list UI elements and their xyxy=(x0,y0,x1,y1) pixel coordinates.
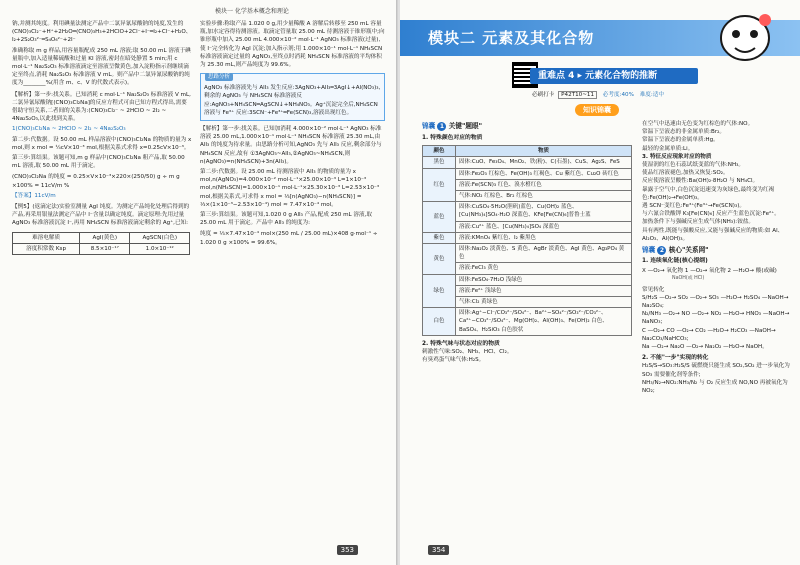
running-header: 模块一 化学基本概念和理论 xyxy=(215,8,289,15)
property-line: 在空气中迅速由无色变为红棕色的气体:NO。 xyxy=(642,121,754,127)
property-line: 常温下呈液态的非金属单质:Br₂。 xyxy=(642,129,725,136)
right-page xyxy=(400,0,800,565)
page-number: 354 xyxy=(428,545,449,555)
text-line: H₂S/S→SO₃:H₂S/S 硫燃烧只能生成 SO₂,SO₂ 进一步氧化为 SO₃ 需要催化剂等条件; xyxy=(642,363,790,378)
meta-line xyxy=(532,90,664,98)
substance-cell: 溶液:Cu²⁺ 蓝色、[Cu(NH₃)₄]SO₄ 深蓝色 xyxy=(456,221,632,232)
answer-line: 【答案】11cV/m xyxy=(12,192,56,199)
property-line: 使湿润的红色石蕊试纸变蓝的气体:NH₃。 xyxy=(642,162,745,169)
module-title: 模块二 元素及其化合物 xyxy=(400,20,800,56)
paragraph: 【解析】第一步:找关系。已知消耗 c mol·L⁻¹ Na₂S₂O₃ 标准溶液 V mL,二氯异氰尿酸钠[(CNO)₃Cl₂Na]的反应方程式可由已知方程式得出,需要借助守恒关系,二者间的关系为:(CNO)₃Cl₂⁻ ~ 2HClO ~ 2I₂ ~ 4Na₂S₂O₃,以此找到关系。 xyxy=(12,91,191,123)
property-line: 遇 SCN⁻变红色:Fe³⁺(Fe³⁺→Fe(SCN)₃)。 xyxy=(642,203,745,210)
section-title xyxy=(422,122,637,131)
substance-cell: 固体:CuO、Fe₃O₄、MnO₂、铁(粉)、C(石墨)、CuS、Ag₂S、FeS xyxy=(456,157,632,168)
color-cell: 白色 xyxy=(423,308,456,336)
table-cell: 溶度积常数 Ksp xyxy=(13,243,80,254)
formula-line: (CNO)₃Cl₂Na 的纯度 = 0.25×V×10⁻³×220×(250/50) g ÷ m g ×100% = 11cV/m % xyxy=(12,174,180,189)
formula-line: 纯度 = ⅓×7.47×10⁻⁴ mol×(250 mL / 25.00 mL)×408 g·mol⁻¹ ÷ 1.020 0 g ×100% = 99.6%。 xyxy=(200,231,378,246)
subsection-title: 2. 不能"一步"实现的转化 xyxy=(642,355,709,362)
chain-line: N₂/NH₃ —O₂→ NO —O₂→ NO₂ —H₂O→ HNO₃ —NaOH→ NaNO₃; xyxy=(642,311,790,326)
substance-cell: 溶液:Fe(SCN)₃ 红色、溴水橙红色 xyxy=(456,179,632,190)
knowledge-label: 知识锦囊 xyxy=(575,104,619,116)
table-header-cell: 物质 xyxy=(456,146,632,157)
chain-line: Na —O₂→ Na₂O —O₂→ Na₂O₂ —H₂O→ NaOH。 xyxy=(642,344,768,351)
table-row xyxy=(423,232,632,243)
property-line: 加热条件下与强碱反应生成气体(NH₃):铵盐。 xyxy=(642,219,754,226)
paragraph: 实验步骤:称取产品 1.020 0 g,用少量稀酸 A 溶解后转移至 250 mL 容量瓶,加水定容得待测溶液。取滴定管量取 25.00 mL 待测溶液于锥形瓶中;向锥形瓶中加入 25.00 mL 4.000×10⁻² mol·L⁻¹ AgNO₃ 标准溶液(过量),使 I⁻完全转化为 AgI 沉淀;加入指示剂;用 1.000×10⁻¹ mol·L⁻¹ NH₄SCN 标准溶液滴定过量的 AgNO₃,至终点时消耗 NH₄SCN 标准溶液的平均体积为 25.30 mL,则产品纯度为 99.6%。 xyxy=(200,21,385,69)
table-header-cell: AgI(黄色) xyxy=(80,232,130,243)
substance-cell: 溶液:KMnO₄ 紫红色、I₂ 紫黑色 xyxy=(456,232,632,243)
paragraph: 第三步:算结果。该题可知,m g 样品中(CNO)₃Cl₂Na 粗产品,取 50.00 mL 溶液,取 50.00 mL 用于滴定。 xyxy=(12,155,185,170)
subsection-title: 1. 特殊颜色对应的物质 xyxy=(422,135,483,141)
ksp-table xyxy=(12,232,190,255)
color-cell: 紫色 xyxy=(423,232,456,243)
paragraph: 【解析】第一步:找关系。已知加消耗 4.000×10⁻² mol·L⁻¹ AgNO₃ 标准溶液 25.00 mL,1.000×10⁻¹ mol·L⁻¹ NH₄SCN 标准溶液 25.30 mL,由 AlI₃ 的纯度为待求量。由思路分析可知,AgNO₃ 先与 AlI₃ 反应,剩余部分与 NH₄SCN 反应,故有 ①3AgNO₃~AlI₃,②AgNO₃~NH₄SCN,则 n(AgNO₃)=n(NH₄SCN)+3n(AlI₃)。 xyxy=(200,126,382,165)
section-title-text: 关键"题眼" xyxy=(448,122,483,130)
substance-cell: 固体:Fe₂O₃ 红棕色、Fe(OH)₃ 红褐色、Cu 紫红色、Cu₂O 砖红色 xyxy=(456,168,632,179)
table-cell: 8.5×10⁻¹⁷ xyxy=(80,243,130,254)
chain-main: X —O₂→ 氧化物 1 —O₂→ 氧化物 2 —H₂O→ 酸(或碱) xyxy=(642,268,777,275)
table-row xyxy=(423,157,632,168)
left-column-2 xyxy=(200,20,385,247)
color-cell: 绿色 xyxy=(423,274,456,308)
text-line: 刺激性气味:SO₂、NH₃、HCl、Cl₂。 xyxy=(422,349,513,356)
pcode: P42T10~11 xyxy=(558,91,597,99)
property-line: 与六氰合铁酸钾 K₃[Fe(CN)₆] 反应产生蓝色沉淀:Fe²⁺。 xyxy=(642,211,780,218)
section-number: 2 xyxy=(657,246,666,255)
section-label: 锦囊 xyxy=(422,122,436,130)
analysis-title: 思路分析 xyxy=(205,73,233,81)
chain-label: 常见转化 xyxy=(642,286,665,293)
property-line: 常温下呈液态的金属单质:Hg。 xyxy=(642,137,719,144)
table-header-cell: AgSCN(白色) xyxy=(130,232,190,243)
section-title-text: 核心"关系网" xyxy=(668,246,709,255)
color-table xyxy=(422,145,632,336)
table-row xyxy=(423,274,632,285)
chain-line: C —O₂→ CO —O₂→ CO₂ —H₂O→ H₂CO₃ —NaOH→ Na₂CO₃/NaHCO₃; xyxy=(642,327,776,342)
paragraph: 钠,并测其纯度。利用碘量法测定产品中二氯异氰尿酸钠的纯度,发生的(CNO)₃Cl₂⁻+H⁺+2H₂O═(CNO)₃H₃+2HClO+2Cl⁻+I⁻═I₂+Cl⁻+H₂O、I₂+2S₂O₃²⁻═S₄O₆²⁻+2I⁻ xyxy=(12,21,192,44)
substance-cell: 固体:FeSO₄·7H₂O 浅绿色 xyxy=(456,274,632,285)
right-column-2 xyxy=(642,120,792,395)
substance-cell: 溶液:Fe²⁺ 浅绿色 xyxy=(456,285,632,296)
subsection-title: 2. 特殊气味与状态对应的物质 xyxy=(422,340,500,347)
substance-cell: 固体:CuSO₄·5H₂O(胆矾)蓝色、Cu(OH)₂ 蓝色、[Cu(NH₃)₄]SO₄·H₂O 深蓝色、KFe[Fe(CN)₆]普鲁士蓝 xyxy=(456,202,632,221)
property-line: 最轻的金属单质:Li。 xyxy=(642,145,694,152)
analysis-text: AgNO₃ 标准溶液先与 AlI₃ 发生反应:3AgNO₃+AlI₃═3AgI↓+Al(NO₃)₃,剩余的 AgNO₃ 与 NH₄SCN 标准溶液反应:AgNO₃+NH₄SCN═AgSCN↓+NH₄NO₃。Ag⁺沉淀完全后,NH₄SCN 溶液与 Fe³⁺ 反应:3SCN⁻+Fe³⁺═Fe(SCN)₃,溶液出现红色。 xyxy=(204,85,381,116)
paragraph: 【例5】(返滴定法)实验室测量 AgI 纯度。为测定产品纯化处理后得到的产品,再采用银量法测定产品中 I⁻含量以确定纯度。滴定原理:先用过量 AgNO₃ 标准溶液沉淀 I⁻,再用 NH₄SCN 标准溶液滴定剩余的 Ag⁺,已知: xyxy=(12,204,190,227)
table-header-cell: 颜色 xyxy=(423,146,456,157)
exam-rate: 必考度:40% xyxy=(602,92,634,98)
analysis-box xyxy=(200,73,385,121)
right-column-1 xyxy=(422,122,637,364)
left-column-1 xyxy=(12,20,192,255)
text-line: NH₃/N₂→NO₂:NH₃/N₂ 与 O₂ 反应生成 NO,NO 再被氧化为 NO₂; xyxy=(642,379,788,395)
property-line: 3. 特征反应现象对应的物质 xyxy=(642,153,712,160)
table-row xyxy=(423,202,632,221)
focus-title: 重难点 4 ▸ 元素化合物的推断 xyxy=(530,68,698,84)
table-row xyxy=(423,244,632,263)
color-cell: 红色 xyxy=(423,168,456,202)
section-number: 1 xyxy=(437,122,446,131)
property-line: 暴露于空气中,白色沉淀迅速变为灰绿色,最终变为红褐色:Fe(OH)₂→Fe(OH)₃。 xyxy=(642,186,775,201)
paragraph: 第二步:代数据。设 50.00 mL 样品溶液中(CNO)₃Cl₂Na 的物质的量为 x mol,则 x mol = ¼cV×10⁻³ mol,根据关系式求得 x=0.25cV×10⁻³。 xyxy=(12,136,192,151)
paragraph: 准确称取 m g 样品,用容量瓶配成 250 mL 溶液;取 50.00 mL 溶液于碘量瓶中,加入适量稀硫酸和过量 KI 溶液,密封在暗处静置 5 min;用 c mol·L⁻¹ Na₂S₂O₃ 标准溶液滴定至溶液呈微黄色,加入淀粉指示剂继续滴定至终点,消耗 Na₂S₂O₃ 标准溶液 V mL。则产品中二氯异氰尿酸钠的纯度为________%(用含 m、c、V 的代数式表示)。 xyxy=(12,47,191,87)
properties-list xyxy=(642,120,792,243)
relation-line: 1(CNO)₃Cl₂Na ~ 2HClO ~ 2I₂ ~ 4Na₂S₂O₃ xyxy=(12,126,126,133)
color-cell: 黑色 xyxy=(423,157,456,168)
property-line: 具有两性,既能与强酸反应,又能与强碱反应的物质:如 Al、Al₂O₃、Al(OH)₃。 xyxy=(642,227,784,242)
must-brush-label: 必刷打卡 xyxy=(532,92,555,98)
substance-cell: 固体:Ag⁺−Cl⁻/CO₃²⁻/SO₄²⁻、Ba²⁺−SO₄²⁻/SO₃²⁻/CO₃²⁻、Ca²⁺−CO₃²⁻/SO₄²⁻、Mg(OH)₂、Al(OH)₃、Fe(OH)₂ 白色、BaSO₄、H₂SiO₃ 白色胶状 xyxy=(456,308,632,336)
property-line: 使品红溶液褪色,加热又恢复:SO₂。 xyxy=(642,170,729,177)
mascot-icon xyxy=(715,8,775,66)
chain-line: S/H₂S —O₂→ SO₂ —O₂→ SO₃ —H₂O→ H₂SO₄ —NaOH→ Na₂SO₄; xyxy=(642,294,789,310)
difficulty: 难度:适中 xyxy=(639,92,664,98)
table-header-cell: 难溶电解质 xyxy=(13,232,80,243)
substance-cell: 气体:Cl₂ 黄绿色 xyxy=(456,297,632,308)
left-page xyxy=(0,0,398,565)
section-title xyxy=(642,246,792,255)
paragraph: 第三步:算结果。该题可知,1.020 0 g AlI₃ 产品,配成 250 mL 溶液,取 25.00 mL 用于滴定。产品中 AlI₃ 的纯度为: xyxy=(200,212,372,227)
color-cell: 黄色 xyxy=(423,244,456,275)
section-label: 锦囊 xyxy=(642,246,656,255)
paragraph: 第二步:代数据。设 25.00 mL 待测溶液中 AlI₃ 的物质的量为 x mol,n(AgNO₃)=4.000×10⁻² mol·L⁻¹×25.00×10⁻³ L=1×10⁻³ mol,n(NH₄SCN)=1.000×10⁻¹ mol·L⁻¹×25.30×10⁻³ L=2.53×10⁻³ mol,根据关系式,可求得 x mol = ⅓[n(AgNO₃)−n(NH₄SCN)] = ⅓×(1×10⁻³−2.53×10⁻⁴) mol ≈ 7.47×10⁻⁴ mol。 xyxy=(200,169,380,208)
substance-cell: 固体:Na₂O₂ 淡黄色、S 黄色、AgBr 淡黄色、AgI 黄色、Ag₃PO₄ 黄色 xyxy=(456,244,632,263)
table-cell: 1.0×10⁻¹² xyxy=(130,243,190,254)
color-cell: 蓝色 xyxy=(423,202,456,233)
table-row xyxy=(423,308,632,336)
page-number: 353 xyxy=(337,545,358,555)
subsection-title: 1. 连续氧化链(核心提纲) xyxy=(642,258,708,265)
substance-cell: 气体:NO₂ 红棕色、Br₂ 红棕色 xyxy=(456,191,632,202)
text-line: 有臭鸡蛋气味气体:H₂S。 xyxy=(422,357,485,364)
chain-note: NaOH(或 HCl) xyxy=(672,276,705,282)
substance-cell: 溶液:FeCl₃ 黄色 xyxy=(456,263,632,274)
table-row xyxy=(423,168,632,179)
property-line: 反应使溶液呈酸性:Ba(OH)₂·8H₂O 与 NH₄Cl。 xyxy=(642,178,759,185)
